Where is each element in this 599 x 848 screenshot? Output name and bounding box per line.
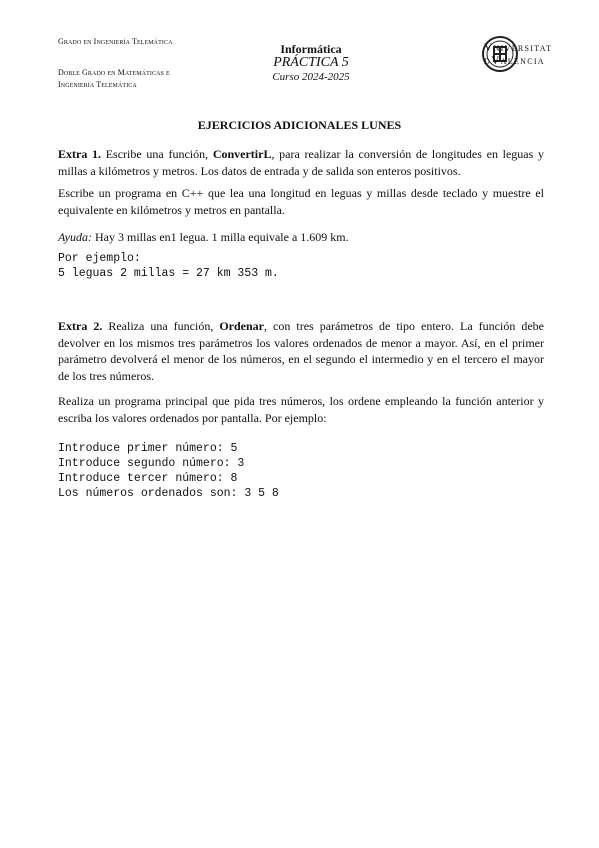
extra2-function-name: Ordenar <box>219 319 265 333</box>
hint-label: Ayuda: <box>58 230 92 244</box>
university-name-line-1: Vniversitat <box>484 42 553 54</box>
degree-line-2: Doble Grado en Matemáticas e <box>58 68 170 77</box>
extra2-label: Extra 2. <box>58 319 103 333</box>
extra1-statement <box>58 146 544 179</box>
extra1-label: Extra 1. <box>58 147 102 161</box>
extra2-statement <box>58 318 544 384</box>
hint-text: Hay 3 millas en1 legua. 1 milla equivale a 1.609 km. <box>92 230 349 244</box>
extra2-text-a: Realiza una función, <box>102 319 220 333</box>
extra1-function-name: ConvertirL <box>212 147 272 161</box>
extra1-example-code: Por ejemplo: 5 leguas 2 millas = 27 km 353 m. <box>58 252 279 280</box>
academic-year: Curso 2024-2025 <box>272 71 350 83</box>
course-name: Informática <box>280 42 342 56</box>
university-name-line-2: dValència <box>484 55 545 67</box>
degree-line-3: Ingeniería Telemática <box>58 80 137 89</box>
section-title: EJERCICIOS ADICIONALES LUNES <box>197 118 402 132</box>
extra2-text-b: , con tres parámetros de tipo entero. La función debe devolver en los mismos tres parámetros los valores ordenados de menor a mayor. Así, en el primer parámetro devolverá el menor de los números, en el segundo el intermedio y en el tercero el mayor de los tres números. <box>58 319 544 383</box>
extra2-program-paragraph: Realiza un programa principal que pida tres números, los ordene empleando la función anterior y escriba los valores ordenados por pantalla. Por ejemplo: <box>58 394 544 425</box>
extra1-hint <box>58 229 544 246</box>
extra2-example-code: Introduce primer número: 5 Introduce segundo número: 3 Introduce tercer número: 8 Los números ordenados son: 3 5 8 <box>58 442 279 500</box>
extra1-text-b: , para realizar la conversión de longitudes en leguas y millas a kilómetros y metros. Los datos de entrada y de salida son enteros positivos. <box>58 147 545 178</box>
degree-line-1: Grado en Ingeniería Telemática <box>58 37 173 46</box>
extra1-program-paragraph: Escribe un programa en C++ que lea una longitud en leguas y millas desde teclado y muestre el equivalente en kilómetros y metros en pantalla. <box>58 186 544 217</box>
extra1-text-a: Escribe una función, <box>101 147 213 161</box>
practice-title: PRÁCTICA 5 <box>273 55 349 70</box>
